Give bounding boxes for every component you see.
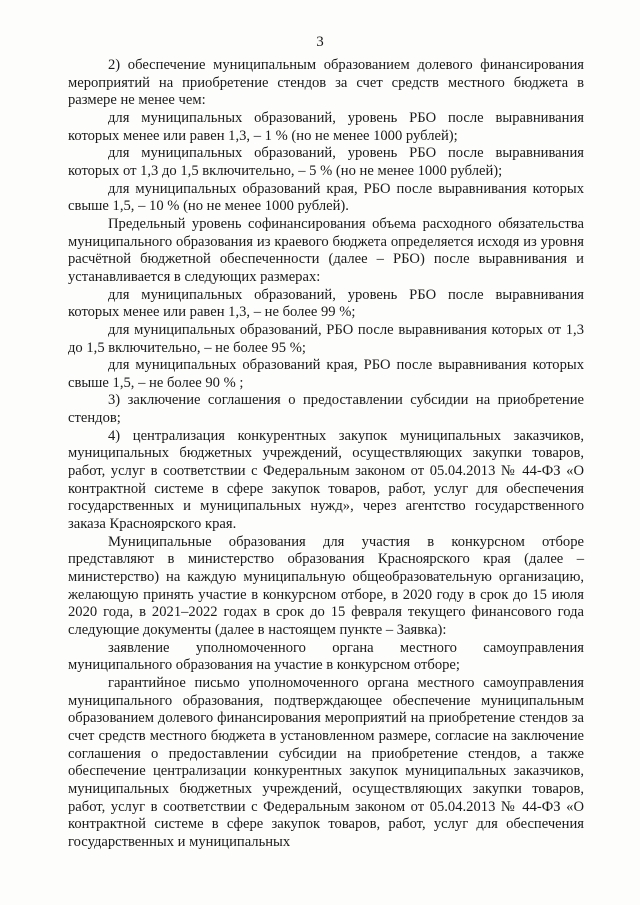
- paragraph-application-statement: заявление уполномоченного органа местного самоуправления муниципального образования на участие в конкурсном отборе;: [68, 639, 584, 674]
- paragraph-rbo-gt-1-5-max: для муниципальных образований края, РБО после выравнивания которых свыше 1,5, – не более 90 % ;: [68, 357, 584, 391]
- document-body: [68, 57, 584, 852]
- paragraph-item-3-agreement: 3) заключение соглашения о предоставлении субсидии на приобретение стендов;: [68, 392, 584, 427]
- paragraph-guarantee-letter: гарантийное письмо уполномоченного органа местного самоуправления муниципального образования, подтверждающее обеспечение муниципальным образованием долевого финансирования мероприятий на приобретение стендов за счет средств местного бюджета в установленном размере, согласие на заключение соглашения о предоставлении субсидии на приобретение стендов, а также обеспечение централизации конкурентных закупок муниципальных заказчиков, муниципальных бюджетных учреждений, осуществляющих закупки товаров, работ, услуг в соответствии с Федеральным законом от 05.04.2013 № 44-ФЗ «О контрактной системе в сфере закупок товаров, работ, услуг для обеспечения государственных и муниципальных: [68, 674, 584, 850]
- page-number: 3: [316, 34, 324, 50]
- paragraph-item-2-cofinancing: 2) обеспечение муниципальным образованием долевого финансирования мероприятий на приобретение стендов за счет средств местного бюджета в размере не менее чем:: [68, 57, 584, 109]
- paragraph-cofinancing-limit: Предельный уровень софинансирования объема расходного обязательства муниципального образования из краевого бюджета определяется исходя из уровня расчётной бюджетной обеспеченности (далее – РБО) после выравнивания и устанавливается в следующих размерах:: [68, 215, 584, 285]
- paragraph-application-submission: Муниципальные образования для участия в конкурсном отборе представляют в министерство образования Красноярского края (далее – министерство) на каждую муниципальную общеобразовательную организацию, желающую принять участие в конкурсном отборе, в 2020 году в срок до 15 июля 2020 года, в 2021–2022 годах в срок до 15 февраля текущего финансового года следующие документы (далее в настоящем пункте – Заявка):: [68, 533, 584, 638]
- paragraph-rbo-1-3-1-5-max: для муниципальных образований, РБО после выравнивания которых от 1,3 до 1,5 включительно, – не более 95 %;: [68, 321, 584, 356]
- paragraph-rbo-gt-1-5-min: для муниципальных образований края, РБО после выравнивания которых свыше 1,5, – 10 % (но не менее 1000 рублей).: [68, 180, 584, 215]
- paragraph-item-4-centralization: 4) централизация конкурентных закупок муниципальных заказчиков, муниципальных бюджетных учреждений, осуществляющих закупки товаров, работ, услуг в соответствии с Федеральным законом от 05.04.2013 № 44-ФЗ «О контрактной системе в сфере закупок товаров, работ, услуг для обеспечения государственных и муниципальных нужд», через агентство государственного заказа Красноярского края.: [68, 427, 584, 533]
- paragraph-rbo-le-1-3-max: для муниципальных образований, уровень РБО после выравнивания которых менее или равен 1,3, – не более 99 %;: [68, 286, 584, 321]
- paragraph-rbo-1-3-1-5-min: для муниципальных образований, уровень РБО после выравнивания которых от 1,3 до 1,5 включительно, – 5 % (но не менее 1000 рублей);: [68, 145, 584, 179]
- paragraph-rbo-le-1-3-min: для муниципальных образований, уровень РБО после выравнивания которых менее или равен 1,3, – 1 % (но не менее 1000 рублей);: [68, 109, 584, 144]
